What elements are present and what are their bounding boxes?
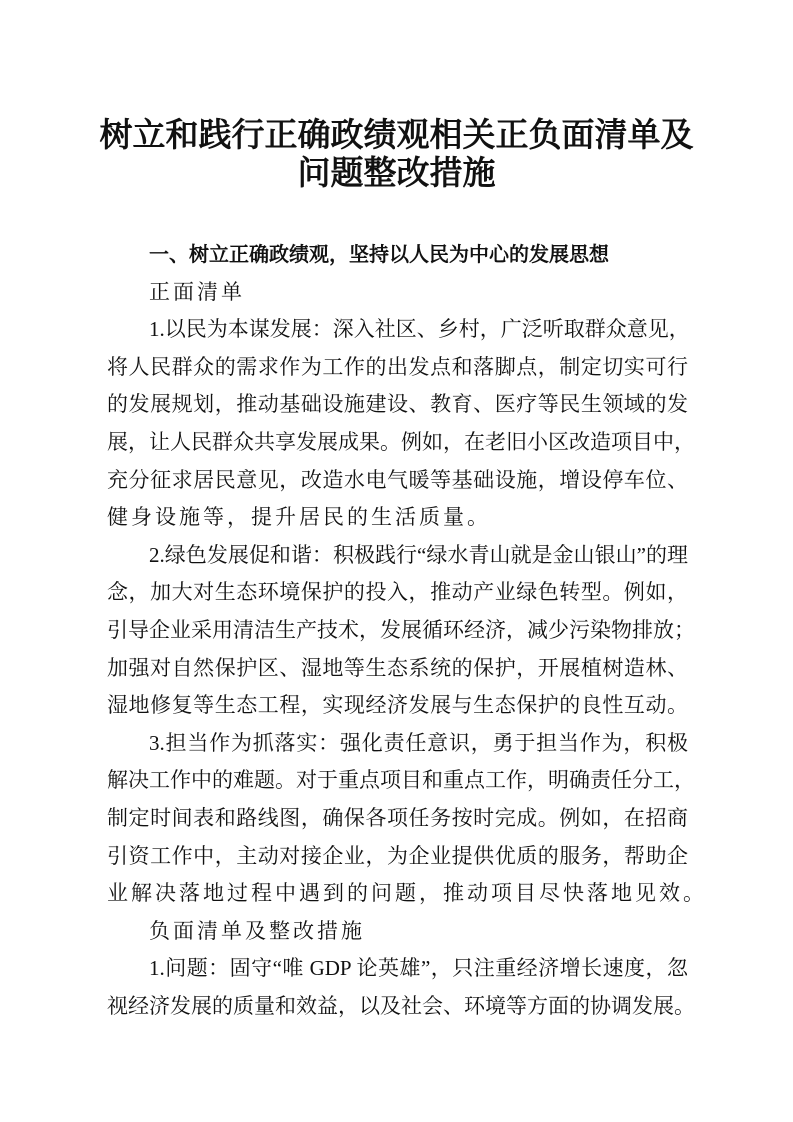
text-line: 业解决落地过程中遇到的问题，推动项目尽快落地见效。 (107, 881, 707, 906)
text-line: 湿地修复等生态工程，实现经济发展与生态保护的良性互动。 (107, 693, 688, 718)
section-heading: 一、树立正确政绩观，坚持以人民为中心的发展思想 (149, 242, 609, 266)
text-line: 1.以民为本谋发展：深入社区、乡村，广泛听取群众意见， (149, 317, 690, 342)
text-line: 加强对自然保护区、湿地等生态系统的保护，开展植树造林、 (107, 655, 688, 680)
text-line: 视经济发展的质量和效益，以及社会、环境等方面的协调发展。 (107, 993, 695, 1018)
text-line: 3.担当作为抓落实：强化责任意识，勇于担当作为，积极 (149, 730, 688, 755)
text-line: 展，让人民群众共享发展成果。例如，在老旧小区改造项目中， (107, 429, 695, 454)
document-title (60, 116, 733, 192)
text-line: 念，加大对生态环境保护的投入，推动产业绿色转型。例如， (107, 580, 688, 605)
text-line: 解决工作中的难题。对于重点项目和重点工作，明确责任分工， (107, 768, 695, 793)
paragraph-2 (107, 537, 695, 725)
text-line: 2.绿色发展促和谐：积极践行“绿水青山就是金山银山”的理 (149, 542, 688, 567)
paragraph-3 (107, 725, 707, 913)
text-line: 的发展规划，推动基础设施建设、教育、医疗等民生领域的发 (107, 392, 688, 417)
title-line-2: 问题整改措施 (297, 153, 496, 192)
text-line: 充分征求居民意见，改造水电气暖等基础设施，增设停车位、 (107, 467, 688, 492)
text-line: 1.问题：固守“唯 GDP 论英雄”，只注重经济增长速度，忽 (149, 956, 688, 981)
text-line: 引导企业采用清洁生产技术，发展循环经济，减少污染物排放； (107, 617, 695, 642)
text-line: 将人民群众的需求作为工作的出发点和落脚点，制定切实可行 (107, 354, 688, 379)
negative-list-label: 负面清单及整改措施 (149, 918, 365, 943)
document-body (107, 236, 707, 1025)
text-line: 健身设施等，提升居民的生活质量。 (107, 505, 491, 530)
title-line-1: 树立和践行正确政绩观相关正负面清单及 (99, 115, 694, 154)
text-line: 制定时间表和路线图，确保各项任务按时完成。例如，在招商 (107, 805, 688, 830)
text-line: 引资工作中，主动对接企业，为企业提供优质的服务，帮助企 (107, 843, 688, 868)
paragraph-4 (107, 950, 695, 1025)
positive-list-label: 正面清单 (149, 279, 245, 304)
paragraph-1 (107, 311, 695, 537)
